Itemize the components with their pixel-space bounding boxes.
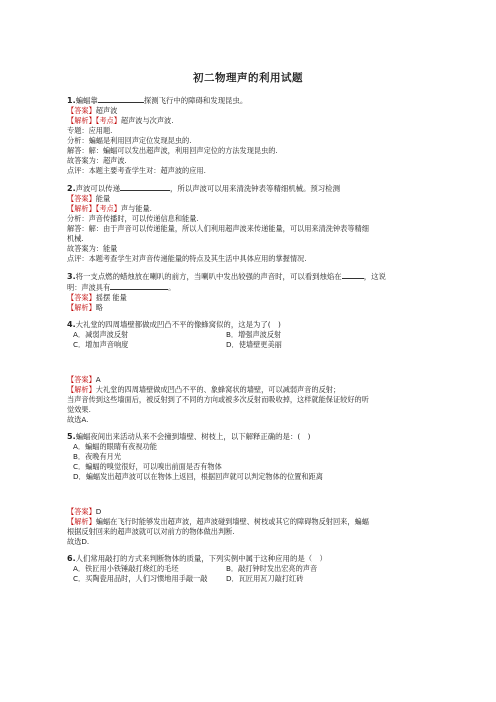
options-list [67, 330, 429, 350]
page-title: 初二物理声的利用试题 [193, 72, 303, 84]
question-5: 5.蝙蝠夜间出来活动从来不会撞到墙壁、树枝上，以下解释正确的是：( ) [67, 432, 311, 441]
answer-tag: 【答案】 [67, 375, 96, 384]
analysis-text: 分析：声音传播时，可以传递信息和能量. [67, 214, 199, 223]
analysis-tag: 【解析】 [67, 517, 96, 526]
analysis-text: 点评：本题考查学生对声音传递能量的特点及其生活中具体应用的掌握情况. [67, 254, 307, 263]
analysis-text: 故答案为：能量 [67, 244, 118, 253]
option-b: B．夜晚有月光 [73, 452, 122, 461]
option-c: C．买陶瓷用品时，人们习惯地用手敲一敲 [73, 574, 208, 583]
answer-line: 【答案】能量 [67, 194, 111, 203]
option-a: A．减弱声波反射 [73, 330, 129, 339]
analysis-text: 觉效果. [67, 405, 91, 414]
analysis-text: 故答案为：超声波. [67, 156, 127, 165]
analysis-text: 分析：蝙蝠是利用回声定位发现昆虫的. [67, 136, 192, 145]
analysis-text: 当声音传到这些墙面后，被反射到了不同的方向或被多次反射而吸收掉，这样就能保证较好的听 [67, 395, 369, 404]
analysis-tag: 【解析】 [67, 385, 96, 394]
option-c: C．蝙蝠的嗅觉很好，可以嗅出前面是否有物体 [73, 462, 222, 471]
question-number: 2. [67, 184, 76, 193]
option-a: A．铁匠用小铁锤敲打烧红的毛坯 [73, 564, 179, 573]
options-list [67, 564, 429, 584]
question-number: 6. [67, 554, 76, 563]
answer-line: 【答案】A [67, 375, 101, 384]
question-list [67, 95, 429, 584]
analysis-line: 【解析】【考点】声与能量. [67, 204, 152, 213]
option-c: C．增加声音响度 [73, 340, 129, 349]
answer-blank [110, 282, 168, 290]
answer-tag: 【答案】 [67, 507, 96, 516]
question-3-cont: 明：声波具有 。 [67, 283, 176, 292]
answer-blank [98, 95, 144, 103]
option-d: D．瓦匠用瓦刀敲打红砖 [226, 574, 304, 583]
answer-tag: 【答案】 [67, 293, 96, 302]
analysis-text: 解答：解：由于声音可以传递能量，所以人们利用超声波来传递能量，可以用来清洗钟表等精细 [67, 224, 369, 233]
answer-tag: 【答案】 [67, 194, 96, 203]
answer-tag: 【答案】 [67, 106, 96, 115]
analysis-text: 根据反射回来的超声波就可以对前方的物体做出判断. [67, 527, 235, 536]
question-number: 5. [67, 432, 76, 441]
options-list [67, 442, 429, 482]
analysis-text: 专题：应用题. [67, 126, 113, 135]
option-d: D．使墙壁更美丽 [226, 340, 282, 349]
analysis-text: 机械. [67, 234, 84, 243]
question-number: 1. [67, 96, 76, 105]
analysis-line: 【解析】大礼堂的四周墙壁做成凹凸不平的、象蜂窝状的墙壁，可以减弱声音的反射； [67, 385, 341, 394]
conclusion-text: 故选A. [67, 415, 89, 424]
option-b: B．敲打钟时发出宏亮的声音 [226, 564, 318, 573]
analysis-text: 点评：本题主要考查学生对：超声波的应用. [67, 166, 206, 175]
analysis-tag: 【解析】【考点】 [67, 204, 121, 213]
answer-blank [342, 271, 364, 279]
answer-blank [120, 183, 170, 191]
analysis-line: 【解析】【考点】超声波与次声波. [67, 116, 174, 125]
question-1: 1.蝙蝠靠 探测飞行中的障碍和发现昆虫。 [67, 96, 248, 105]
analysis-tag: 【解析】【考点】 [67, 116, 121, 125]
analysis-line: 【解析】略 [67, 303, 103, 312]
question-number: 3. [67, 272, 76, 281]
answer-line: 【答案】超声波 [67, 106, 118, 115]
analysis-text: 解答：解：蝙蝠可以发出超声波，利用回声定位的方法发现昆虫的. [67, 146, 278, 155]
option-b: B．增强声波反射 [226, 330, 282, 339]
option-d: D．蝙蝠发出超声波可以在物体上返回，根据回声就可以判定物体的位置和距离 [73, 472, 323, 481]
answer-line: 【答案】D [67, 507, 102, 516]
question-2: 2.声波可以传递 ，所以声波可以用来清洗钟表等精细机械。预习检测 [67, 184, 340, 193]
question-3: 3.将一支点燃的蜡烛放在喇叭的前方，当喇叭中发出较强的声音时，可以看到烛焰在 ，这说 [67, 272, 386, 281]
option-a: A．蝙蝠的眼睛有夜视功能 [73, 442, 157, 451]
question-6: 6.人们常用敲打的方式来判断物体的质量，下列实例中属于这种应用的是（ ） [67, 554, 327, 563]
conclusion-text: 故选D. [67, 537, 90, 546]
analysis-tag: 【解析】 [67, 303, 96, 312]
analysis-line: 【解析】蝙蝠在飞行时能够发出超声波，超声波碰到墙壁、树枝或其它的障碍物反射回来，蝙蝠 [67, 517, 369, 526]
question-number: 4. [67, 320, 76, 329]
question-4: 4.大礼堂的四周墙壁都做成凹凸不平的像蜂窝似的，这是为了( ) [67, 320, 281, 329]
answer-line: 【答案】摇摆 能量 [67, 293, 127, 302]
